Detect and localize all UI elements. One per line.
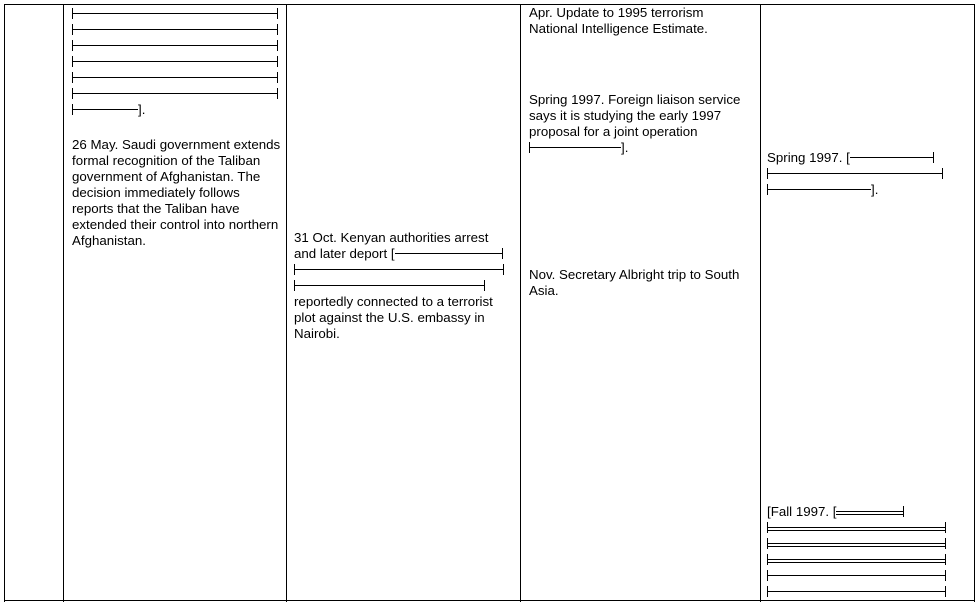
entry-foreign-liaison: Spring 1997. Foreign liaison service says it is studying the early 1997 proposal for a joint operation — [529, 92, 741, 139]
spring-1997-label: Spring 1997. [ — [767, 150, 850, 165]
redaction-bracket — [836, 506, 904, 517]
redaction-bracket — [72, 8, 278, 19]
table-border-right — [974, 4, 975, 602]
table-border-top — [4, 4, 975, 5]
redaction-bracket — [767, 522, 946, 533]
redaction-bracket — [72, 56, 278, 67]
redaction-bracket — [767, 554, 946, 565]
entry-kenya-line1: 31 Oct. Kenyan authorities arrest — [294, 230, 489, 245]
redaction-bracket — [767, 570, 946, 581]
redaction-tail: ]. — [871, 182, 879, 197]
entry-kenya-rest: reportedly connected to a terrorist plot against the U.S. embassy in Nairobi. — [294, 294, 493, 341]
entry-kenya-line2: and later deport [ — [294, 246, 395, 261]
redaction-bracket — [72, 104, 138, 115]
entry-albright-trip: Nov. Secretary Albright trip to South Asia. — [529, 267, 740, 298]
entry-nie-update: Apr. Update to 1995 terrorism National Intelligence Estimate. — [529, 5, 708, 36]
column-4-fall-cell — [767, 504, 972, 600]
fall-1997-label: [Fall 1997. [ — [767, 504, 837, 519]
column-4-cell — [767, 150, 972, 198]
column-1-cell — [72, 6, 282, 249]
redaction-bracket — [767, 168, 943, 179]
redaction-bracket — [850, 152, 934, 163]
table-border-bottom — [4, 600, 975, 601]
redaction-bracket — [767, 538, 946, 549]
redaction-bracket — [72, 24, 278, 35]
redaction-bracket — [72, 40, 278, 51]
redaction-bracket — [395, 248, 503, 259]
column-divider-1 — [63, 4, 64, 602]
column-divider-2 — [286, 4, 287, 602]
column-divider-4 — [760, 4, 761, 602]
redaction-bracket — [294, 264, 504, 275]
table-border-left — [4, 4, 5, 602]
column-2-cell — [294, 230, 516, 342]
redaction-bracket — [767, 586, 946, 597]
redaction-bracket — [529, 142, 621, 153]
column-divider-3 — [520, 4, 521, 602]
redaction-bracket — [294, 280, 485, 291]
redaction-bracket — [72, 72, 278, 83]
column-3-cell — [529, 5, 757, 299]
entry-saudi-recognition: 26 May. Saudi government extends formal recognition of the Taliban government of Afghanistan. The decision immediately follows reports that the Taliban have extended their control into northern Afghanistan. — [72, 137, 281, 248]
redaction-bracket — [767, 184, 871, 195]
redaction-tail: ]. — [621, 140, 629, 155]
redaction-tail: ]. — [138, 102, 146, 117]
redaction-bracket — [72, 88, 278, 99]
